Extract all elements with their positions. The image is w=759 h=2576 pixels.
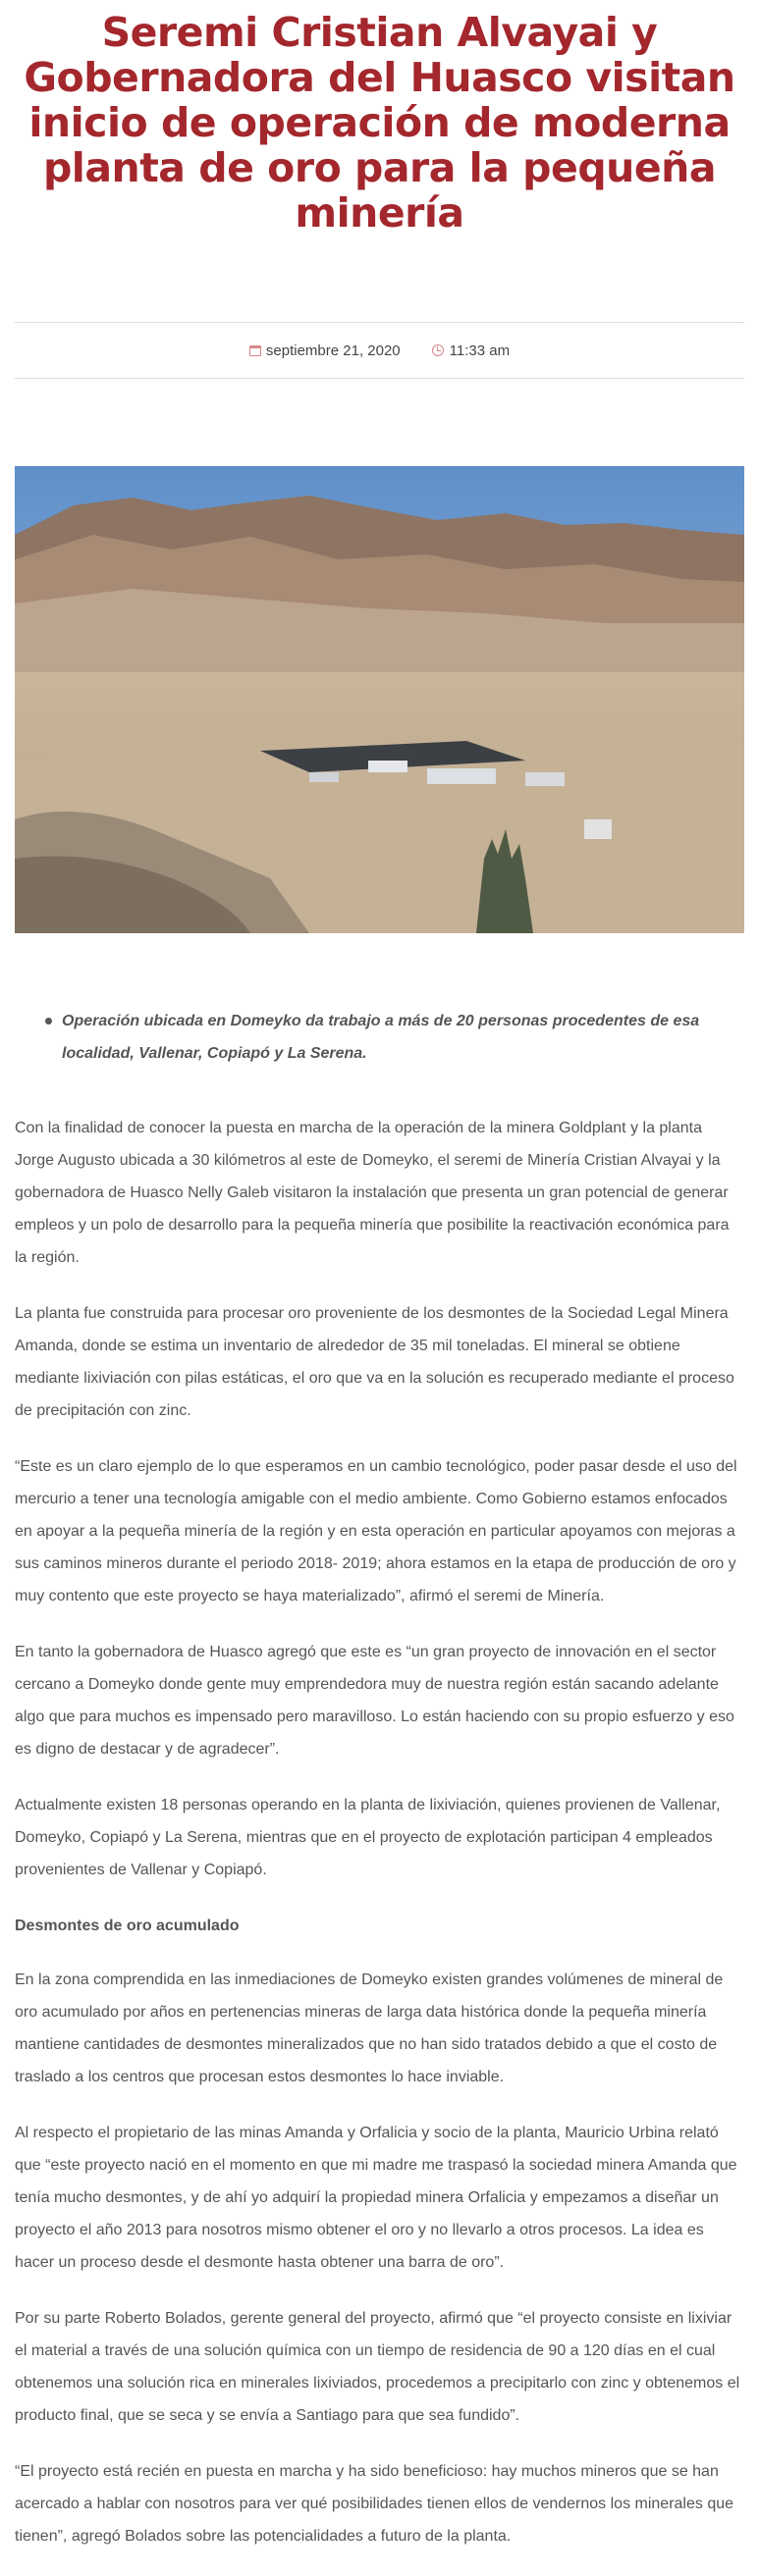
calendar-icon xyxy=(249,345,261,356)
highlight-list xyxy=(15,1005,744,1070)
paragraph-4: En tanto la gobernadora de Huasco agregó que este es “un gran proyecto de innovación en el sector cercano a Domeyko donde gente muy emprendedora muy de nuestra región están sacando adelante algo que para muchos es impensado pero maravilloso. Lo están haciendo con su propio esfuerzo y eso es digno de destacar y de agradecer”. xyxy=(15,1644,734,1758)
highlight-item: Operación ubicada en Domeyko da trabajo a más de 20 personas procedentes de esa localidad, Vallenar, Copiapó y La Serena. xyxy=(62,1005,744,1070)
paragraph-9: “El proyecto está recién en puesta en marcha y ha sido beneficioso: hay muchos mineros que se han acercado a hablar con nosotros para ver qué posibilidades tienen ellos de vendernos los minerales que tienen”, agregó Bolados sobre las potencialidades a futuro de la planta. xyxy=(15,2463,734,2545)
paragraph-3: “Este es un claro ejemplo de lo que esperamos en un cambio tecnológico, poder pasar desde el uso del mercurio a tener una tecnología amigable con el medio ambiente. Como Gobierno estamos enfocados en apoyar a la pequeña minería de la región y en esta operación en particular apoyamos con mejoras a sus caminos mineros durante el periodo 2018- 2019; ahora estamos en la etapa de producción de oro y muy contento que este proyecto se haya materializado”, afirmó el seremi de Minería. xyxy=(15,1458,737,1604)
post-date[interactable] xyxy=(249,342,401,359)
article-title: Seremi Cristian Alvayai y Gobernadora del Huasco visitan inicio de operación de moderna planta de oro para la pequeña minería xyxy=(24,9,735,237)
paragraph-2: La planta fue construida para procesar oro proveniente de los desmontes de la Sociedad Legal Minera Amanda, donde se estima un inventario de alrededor de 35 mil toneladas. El mineral se obtiene mediante lixiviación con pilas estáticas, el oro que va en la solución es recuperado mediante el proceso de precipitación con zinc. xyxy=(15,1305,734,1419)
hero-image-landscape xyxy=(15,466,744,933)
paragraph-6: En la zona comprendida en las inmediaciones de Domeyko existen grandes volúmenes de mineral de oro acumulado por años en pertenencias mineras de larga data histórica donde la pequeña minería mantiene cantidades de desmontes mineralizados que no han sido tratados debido a que el costo de traslado a los centros que procesan estos desmontes lo hace inviable. xyxy=(15,1971,724,2085)
paragraph-1: Con la finalidad de conocer la puesta en marcha de la operación de la minera Goldplant y la planta Jorge Augusto ubicada a 30 kilómetros al este de Domeyko, el seremi de Minería Cristian Alvayai y la gobernadora de Huasco Nelly Galeb visitaron la instalación que presenta un gran potencial de generar empleos y un polo de desarrollo para la pequeña minería que posibilite la reactivación económica para la región. xyxy=(15,1120,730,1266)
section-heading: Desmontes de oro acumulado xyxy=(15,1918,240,1934)
clock-icon xyxy=(432,344,444,356)
paragraph-7: Al respecto el propietario de las minas Amanda y Orfalicia y socio de la planta, Mauricio Urbina relató que “este proyecto nació en el momento en que mi madre me traspasó la sociedad minera Amanda que tenía mucho desmontes, y de ahí yo adquirí la propiedad minera Orfalicia y empezamos a diseñar un proyecto el año 2013 para nosotros mismo obtener el oro y no llevarlo a otros procesos. La idea es hacer un proceso desde el desmonte hasta obtener una barra de oro”. xyxy=(15,2125,737,2271)
post-meta xyxy=(15,322,744,379)
paragraph-5: Actualmente existen 18 personas operando en la planta de lixiviación, quienes provienen de Vallenar, Domeyko, Copiapó y La Serena, mientras que en el proyecto de explotación participan 4 empleados provenientes de Vallenar y Copiapó. xyxy=(15,1797,721,1878)
post-time-label: 11:33 am xyxy=(449,342,511,359)
paragraph-8: Por su parte Roberto Bolados, gerente general del proyecto, afirmó que “el proyecto consiste en lixiviar el material a través de una solución química con un tiempo de residencia de 90 a 120 días en el cual obtenemos una solución rica en minerales lixiviados, procedemos a precipitarlo con zinc y obtenemos el producto final, que se seca y se envía a Santiago para que sea fundido”. xyxy=(15,2310,740,2424)
article xyxy=(15,0,744,2545)
article-body xyxy=(15,1112,744,2576)
hero-image xyxy=(15,466,744,933)
post-date-label: septiembre 21, 2020 xyxy=(265,342,401,359)
post-time xyxy=(432,342,510,359)
